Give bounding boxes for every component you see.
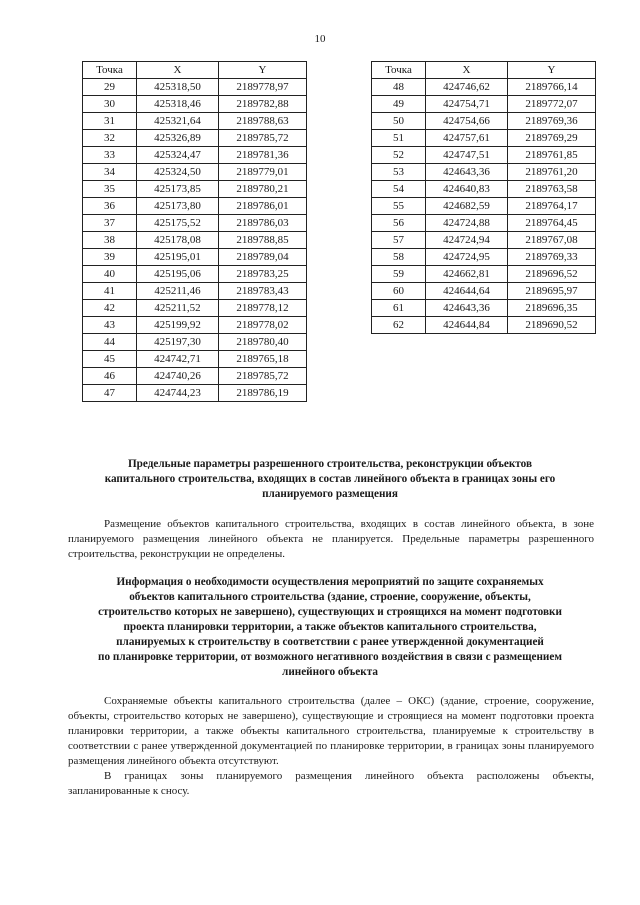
section-1-body (68, 517, 594, 562)
page-number: 10 (314, 33, 326, 45)
table-row (83, 334, 307, 351)
table-row (83, 164, 307, 181)
cell-x: 424742,71 (137, 351, 219, 368)
cell-y: 2189763,58 (508, 181, 596, 198)
cell-y: 2189696,52 (508, 266, 596, 283)
table-row (83, 96, 307, 113)
cell-x: 425175,52 (137, 215, 219, 232)
cell-point: 36 (83, 198, 137, 215)
table-row (83, 232, 307, 249)
cell-x: 424644,84 (426, 317, 508, 334)
cell-x: 424643,36 (426, 164, 508, 181)
cell-point: 44 (83, 334, 137, 351)
cell-x: 424682,59 (426, 198, 508, 215)
table-row (83, 147, 307, 164)
table-row (83, 249, 307, 266)
cell-y: 2189769,29 (508, 130, 596, 147)
cell-y: 2189769,36 (508, 113, 596, 130)
cell-y: 2189788,63 (219, 113, 307, 130)
table-row (372, 164, 596, 181)
cell-point: 54 (372, 181, 426, 198)
coordinates-table-left (82, 61, 307, 402)
heading-line: Информация о необходимости осуществления мероприятий по защите сохраняемых (116, 576, 544, 588)
cell-point: 40 (83, 266, 137, 283)
column-header-x: X (426, 62, 508, 79)
cell-point: 61 (372, 300, 426, 317)
cell-point: 60 (372, 283, 426, 300)
table-row (372, 79, 596, 96)
cell-y: 2189786,01 (219, 198, 307, 215)
table-body (372, 79, 596, 334)
cell-x: 424747,51 (426, 147, 508, 164)
cell-point: 34 (83, 164, 137, 181)
cell-point: 30 (83, 96, 137, 113)
table-row (83, 181, 307, 198)
cell-point: 53 (372, 164, 426, 181)
coordinates-table-right (371, 61, 596, 334)
table-row (372, 300, 596, 317)
cell-point: 42 (83, 300, 137, 317)
cell-point: 55 (372, 198, 426, 215)
cell-x: 424662,81 (426, 266, 508, 283)
paragraph: В границах зоны планируемого размещения линейного объекта расположены объекты, запланированные к сносу. (68, 770, 594, 797)
cell-y: 2189761,85 (508, 147, 596, 164)
cell-x: 424724,94 (426, 232, 508, 249)
cell-y: 2189695,97 (508, 283, 596, 300)
cell-point: 33 (83, 147, 137, 164)
table-row (372, 198, 596, 215)
cell-y: 2189785,72 (219, 368, 307, 385)
cell-x: 424640,83 (426, 181, 508, 198)
cell-y: 2189778,12 (219, 300, 307, 317)
heading-line: капитального строительства, входящих в состав линейного объекта в границах зоны его (104, 473, 556, 485)
column-header-point: Точка (83, 62, 137, 79)
cell-y: 2189690,52 (508, 317, 596, 334)
table-row (372, 215, 596, 232)
cell-y: 2189769,33 (508, 249, 596, 266)
cell-x: 424724,95 (426, 249, 508, 266)
cell-x: 424644,64 (426, 283, 508, 300)
heading-line: Предельные параметры разрешенного строительства, реконструкции объектов (127, 458, 533, 470)
paragraph: Сохраняемые объекты капитального строительства (далее – ОКС) (здание, строение, сооружение, объекты, строительство которых не завершено), существующие и строящиеся на момент подготовки проекта планировки территории, а также объекты капитального строительства, планируемые к строительству в соответствии с ранее утвержденной документацией по планировке территории, в границах зоны планируемого размещения линейного объекта отсутствуют. (68, 695, 594, 767)
cell-point: 48 (372, 79, 426, 96)
cell-x: 425197,30 (137, 334, 219, 351)
cell-y: 2189782,88 (219, 96, 307, 113)
cell-y: 2189764,45 (508, 215, 596, 232)
table-row (83, 215, 307, 232)
cell-x: 425211,52 (137, 300, 219, 317)
table-header-row (83, 62, 307, 79)
cell-x: 425211,46 (137, 283, 219, 300)
table-row (83, 368, 307, 385)
section-2-heading (60, 575, 600, 680)
cell-y: 2189781,36 (219, 147, 307, 164)
cell-point: 52 (372, 147, 426, 164)
cell-y: 2189772,07 (508, 96, 596, 113)
table-row (372, 249, 596, 266)
cell-x: 425173,85 (137, 181, 219, 198)
cell-point: 47 (83, 385, 137, 402)
cell-x: 424740,26 (137, 368, 219, 385)
cell-point: 35 (83, 181, 137, 198)
cell-y: 2189788,85 (219, 232, 307, 249)
cell-x: 425199,92 (137, 317, 219, 334)
cell-x: 425178,08 (137, 232, 219, 249)
cell-y: 2189783,25 (219, 266, 307, 283)
cell-x: 425326,89 (137, 130, 219, 147)
cell-y: 2189767,08 (508, 232, 596, 249)
cell-x: 424746,62 (426, 79, 508, 96)
cell-point: 50 (372, 113, 426, 130)
cell-point: 38 (83, 232, 137, 249)
heading-line: проекта планировки территории, а также объектов капитального строительства, (123, 621, 537, 633)
cell-point: 39 (83, 249, 137, 266)
table-row (372, 232, 596, 249)
heading-line: планируемого размещения (262, 488, 398, 500)
cell-x: 424754,71 (426, 96, 508, 113)
table-row (83, 283, 307, 300)
table-row (372, 317, 596, 334)
table-body (83, 79, 307, 402)
table-row (372, 96, 596, 113)
cell-x: 425318,50 (137, 79, 219, 96)
table-row (83, 266, 307, 283)
column-header-y: Y (219, 62, 307, 79)
heading-line: строительство которых не завершено), существующих и строящихся на момент подготовки (98, 606, 562, 618)
table-row (83, 79, 307, 96)
paragraph: Размещение объектов капитального строительства, входящих в состав линейного объекта, в зоне планируемого размещения линейного объекта не планируется. Предельные параметры разрешенного строительства, реконструкции не определены. (68, 518, 594, 560)
cell-y: 2189789,04 (219, 249, 307, 266)
table-row (83, 300, 307, 317)
cell-point: 43 (83, 317, 137, 334)
table-row (372, 113, 596, 130)
cell-point: 37 (83, 215, 137, 232)
cell-point: 51 (372, 130, 426, 147)
cell-x: 424744,23 (137, 385, 219, 402)
section-2-body (68, 694, 594, 799)
cell-x: 425324,47 (137, 147, 219, 164)
table-row (83, 113, 307, 130)
cell-y: 2189764,17 (508, 198, 596, 215)
table-header-row (372, 62, 596, 79)
cell-point: 58 (372, 249, 426, 266)
cell-y: 2189786,03 (219, 215, 307, 232)
table-row (372, 283, 596, 300)
table-row (372, 266, 596, 283)
cell-y: 2189765,18 (219, 351, 307, 368)
cell-point: 29 (83, 79, 137, 96)
table-row (83, 351, 307, 368)
table-row (372, 147, 596, 164)
cell-x: 424757,61 (426, 130, 508, 147)
heading-line: линейного объекта (282, 666, 378, 678)
cell-y: 2189780,21 (219, 181, 307, 198)
table-row (83, 130, 307, 147)
table-row (83, 317, 307, 334)
cell-y: 2189780,40 (219, 334, 307, 351)
heading-line: по планировке территории, от возможного негативного воздействия в связи с размещением (98, 651, 562, 663)
cell-x: 425195,01 (137, 249, 219, 266)
cell-y: 2189778,02 (219, 317, 307, 334)
cell-point: 56 (372, 215, 426, 232)
column-header-x: X (137, 62, 219, 79)
cell-point: 49 (372, 96, 426, 113)
cell-point: 45 (83, 351, 137, 368)
cell-y: 2189761,20 (508, 164, 596, 181)
cell-x: 425195,06 (137, 266, 219, 283)
section-1-heading (60, 457, 600, 502)
cell-y: 2189696,35 (508, 300, 596, 317)
cell-point: 62 (372, 317, 426, 334)
cell-point: 57 (372, 232, 426, 249)
cell-point: 32 (83, 130, 137, 147)
cell-x: 425324,50 (137, 164, 219, 181)
cell-point: 59 (372, 266, 426, 283)
column-header-point: Точка (372, 62, 426, 79)
cell-point: 46 (83, 368, 137, 385)
table-row (83, 385, 307, 402)
cell-x: 424754,66 (426, 113, 508, 130)
heading-line: объектов капитального строительства (здание, строение, сооружение, объекты, (129, 591, 531, 603)
cell-y: 2189786,19 (219, 385, 307, 402)
table-row (83, 198, 307, 215)
cell-x: 425318,46 (137, 96, 219, 113)
cell-x: 425173,80 (137, 198, 219, 215)
cell-point: 31 (83, 113, 137, 130)
table-row (372, 181, 596, 198)
heading-line: планируемых к строительству в соответствии с ранее утвержденной документацией (116, 636, 544, 648)
cell-y: 2189783,43 (219, 283, 307, 300)
column-header-y: Y (508, 62, 596, 79)
cell-x: 424643,36 (426, 300, 508, 317)
cell-x: 425321,64 (137, 113, 219, 130)
table-row (372, 130, 596, 147)
cell-y: 2189779,01 (219, 164, 307, 181)
cell-y: 2189766,14 (508, 79, 596, 96)
cell-y: 2189785,72 (219, 130, 307, 147)
cell-x: 424724,88 (426, 215, 508, 232)
cell-y: 2189778,97 (219, 79, 307, 96)
cell-point: 41 (83, 283, 137, 300)
